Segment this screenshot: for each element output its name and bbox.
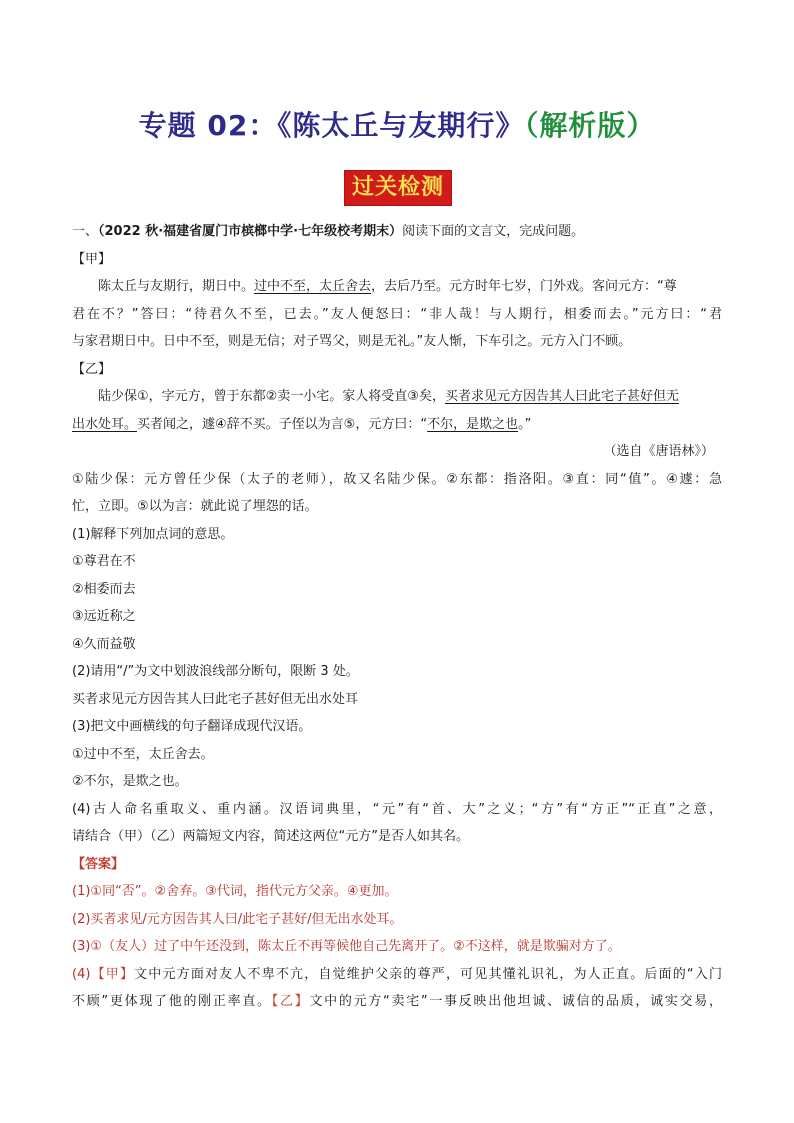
question-source: （2022 秋·福建省厦门市槟榔中学·七年级校考期末） — [98, 224, 403, 239]
yi-heading: 【乙】 — [72, 361, 112, 377]
underlined-sentence: 过中不至，太丘舍去 — [254, 279, 372, 294]
document-body — [72, 218, 722, 1016]
title-suffix: （解析版） — [524, 109, 656, 142]
q2-text: 买者求见元方因告其人曰此宅子甚好但无出水处耳 — [72, 691, 359, 707]
question-instruction: 阅读下面的文言文，完成问题。 — [402, 224, 585, 239]
q1-item: ④久而益敬 — [72, 636, 136, 652]
q1-item: ②相委而去 — [72, 581, 136, 597]
jia-text: 陈太丘与友期行，期日中。 — [98, 279, 255, 294]
jia-paragraph-line: 与家君期日中。日中不至，则是无信；对子骂父，则是无礼。”友人惭，下车引之。元方入门不顾。 — [72, 334, 632, 349]
q1-item: ③远近称之 — [72, 609, 136, 624]
underlined-sentence: 不尔，是欺之也 — [427, 416, 519, 432]
section-badge: 过关检测 — [344, 170, 452, 206]
q4-line: (4)古人命名重取义、重内涵。汉语词典里，“元”有“首、大”之义；“方”有“方正”“正直”之意， — [72, 801, 722, 817]
q1-stem: (1)解释下列加点词的意思。 — [72, 526, 234, 542]
title-book-name: 《陈太丘与友期行》 — [277, 109, 525, 142]
answer-line: (2)买者求见/元方因告其人曰/此宅子甚好/但无出水处耳。 — [72, 911, 403, 927]
answer-text: (4) — [72, 966, 91, 982]
answer-line: (3)①（友人）过了中午还没到，陈太丘不再等候他自己先离开了。②不这样，就是欺骗对方了。 — [72, 939, 621, 954]
answer-line: (1)①同“否”。②舍弃。③代词，指代元方父亲。④更加。 — [72, 884, 398, 899]
yi-paragraph-line — [72, 383, 722, 411]
q1-item: ①尊君在不 — [72, 554, 136, 569]
title-prefix: 专题 02： — [138, 109, 278, 142]
yi-text: 。” — [518, 416, 532, 432]
answer-line — [72, 988, 722, 1016]
jia-text: ，去后乃至。元方时年七岁，门外戏。客问元方：“尊 — [371, 279, 677, 294]
answer-heading: 【答案】 — [72, 856, 125, 872]
jia-paragraph-line: 君在不？”答曰：“待君久不至，已去。”友人便怒曰：“非人哉！与人期行，相委而去。”元方曰：“君 — [72, 306, 722, 322]
answer-text: 文中元方面对友人不卑不亢，自觉维护父亲的尊严，可见其懂礼识礼，为人正直。后面的“入门 — [134, 966, 722, 982]
notes-line: 忙，立即。⑤以为言：就此说了埋怨的话。 — [72, 499, 318, 514]
answer-tag: 【甲】 — [90, 966, 135, 982]
question-header — [72, 218, 722, 246]
yi-paragraph-line — [72, 411, 722, 439]
q2-stem: (2)请用“/”为文中划波浪线部分断句，限断 3 处。 — [72, 664, 359, 679]
wavy-underlined-sentence: 出水处耳。 — [72, 416, 138, 432]
answer-tag: 【乙】 — [271, 994, 310, 1009]
q4-line: 请结合（甲）（乙）两篇短文内容，简述这两位“元方”是否人如其名。 — [72, 829, 469, 844]
q3-item: ①过中不至，太丘舍去。 — [72, 746, 214, 762]
q3-item: ②不尔，是欺之也。 — [72, 774, 188, 789]
notes-line: ①陆少保：元方曾任少保（太子的老师），故又名陆少保。②东都：指洛阳。③直：同“值”。④遽：急 — [72, 471, 722, 487]
page-title — [0, 104, 794, 144]
yi-source: （选自《唐语林》） — [603, 444, 714, 459]
jia-paragraph-line — [72, 273, 722, 301]
jia-heading: 【甲】 — [72, 251, 112, 267]
answer-text: 不顾”更体现了他的刚正率直。 — [72, 994, 272, 1009]
yi-text: 陆少保①，字元方，曾于东都②卖一小宅。家人将受直③矣， — [98, 389, 445, 404]
question-number: 一、 — [72, 224, 99, 239]
yi-text: 买者闻之，遽④辞不买。子侄以为言⑤，元方曰：“ — [137, 416, 428, 432]
q3-stem: (3)把文中画横线的句子翻译成现代汉语。 — [72, 719, 312, 734]
answer-text: 文中的元方“卖宅”一事反映出他坦诚、诚信的品质，诚实交易， — [309, 994, 722, 1009]
answer-line — [72, 961, 722, 989]
wavy-underlined-sentence: 买者求见元方因告其人曰此宅子甚好但无 — [444, 389, 679, 404]
